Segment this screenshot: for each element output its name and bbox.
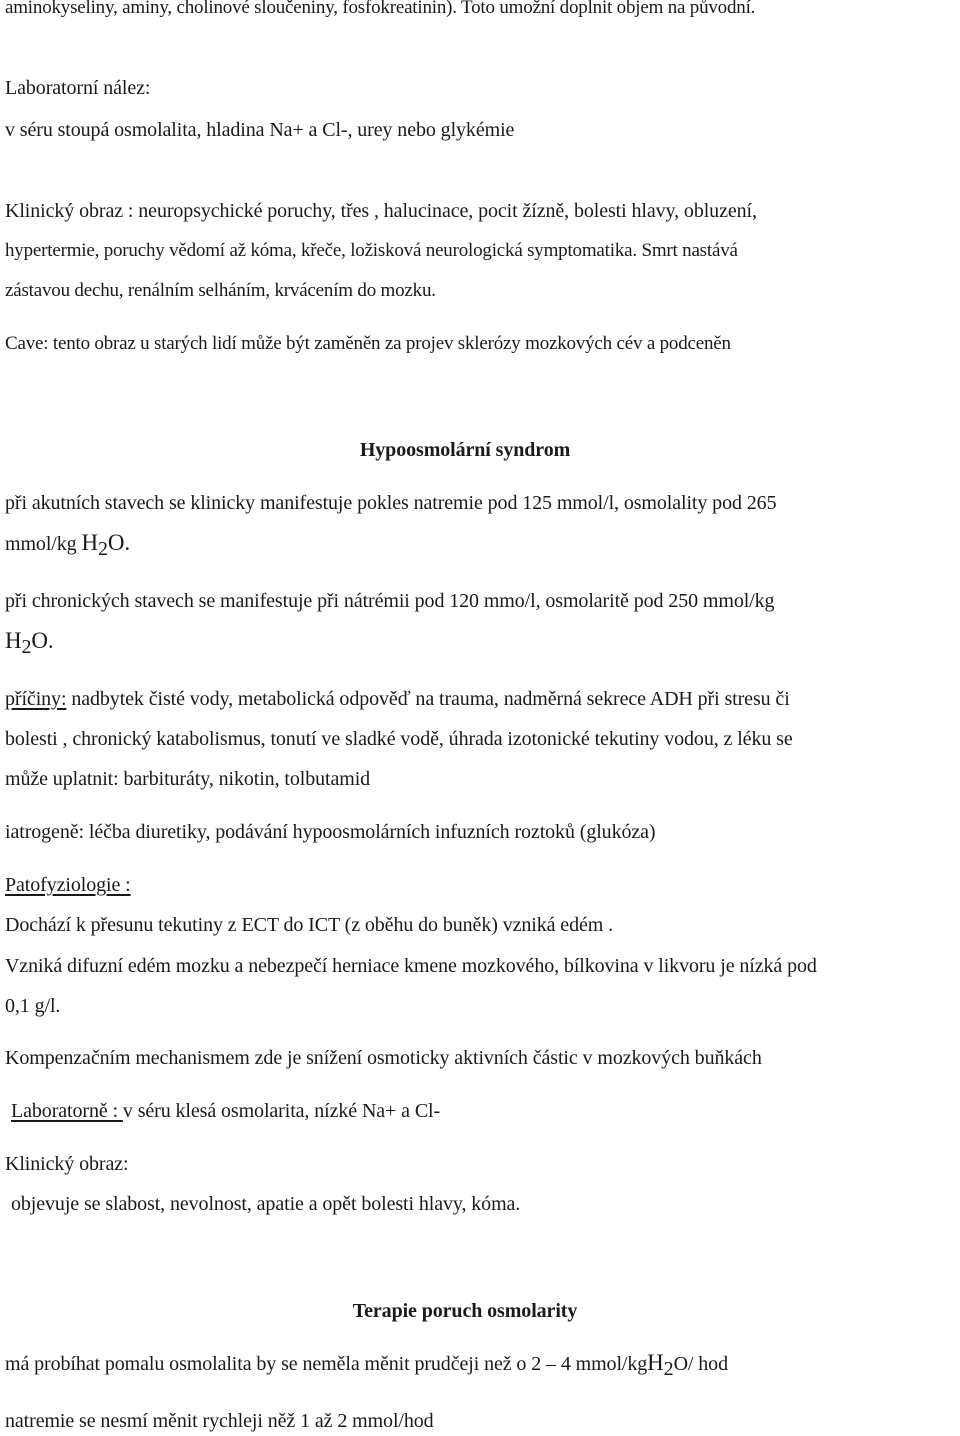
text-fragment: má probíhat pomalu osmolalita by se neměla měnit prudčeji než o 2 – 4 mmol/kg bbox=[5, 1353, 648, 1375]
lab-text: v séru klesá osmolarita, nízké Na+ a Cl- bbox=[122, 1100, 441, 1122]
h2o-formula bbox=[5, 628, 54, 658]
cave-label: Cave: bbox=[5, 333, 49, 354]
text-line: v séru stoupá osmolalita, hladina Na+ a Cl-, urey nebo glykémie bbox=[5, 119, 515, 141]
text-line: bolesti , chronický katabolismus, tonutí ve sladké vodě, úhrada izotonické tekutiny vodou, z léku se bbox=[5, 728, 793, 750]
section-label-clinical: Klinický obraz: bbox=[5, 1153, 129, 1175]
section-label-lab-findings: Laboratorní nález: bbox=[5, 77, 151, 99]
text-line: 0,1 g/l. bbox=[5, 995, 61, 1017]
text-line: může uplatnit: barbituráty, nikotin, tolbutamid bbox=[5, 768, 371, 790]
text-line: při chronických stavech se manifestuje při nátrémii pod 120 mmo/l, osmolaritě pod 250 mmol/kg bbox=[5, 590, 775, 612]
formula-subscript: 2 bbox=[21, 636, 32, 658]
section-heading-therapy: Terapie poruch osmolarity bbox=[352, 1300, 578, 1322]
causes-text: nadbytek čisté vody, metabolická odpověď na trauma, nadměrná sekrece ADH při stresu či bbox=[66, 688, 790, 710]
cave-text: tento obraz u starých lidí může být zaměněn za projev sklerózy mozkových cév a podceněn bbox=[48, 333, 731, 354]
text-line: iatrogeně: léčba diuretiky, podávání hypoosmolárních infuzních roztoků (glukóza) bbox=[5, 821, 656, 843]
lab-line bbox=[11, 1099, 440, 1123]
text-line: Kompenzačním mechanismem zde je snížení osmoticky aktivních částic v mozkových buňkách bbox=[5, 1047, 762, 1069]
text-line: při akutních stavech se klinicky manifestuje pokles natremie pod 125 mmol/l, osmolality pod 265 bbox=[5, 492, 777, 514]
text-line bbox=[5, 628, 54, 658]
text-line: Vzniká difuzní edém mozku a nebezpečí herniace kmene mozkového, bílkovina v likvoru je nízká pod bbox=[5, 955, 817, 977]
causes-label: příčiny: bbox=[5, 688, 67, 710]
text-line: objevuje se slabost, nevolnost, apatie a opět bolesti hlavy, kóma. bbox=[11, 1193, 521, 1215]
text-line: Dochází k přesunu tekutiny z ECT do ICT (z oběhu do buněk) vzniká edém . bbox=[5, 914, 614, 936]
formula-subscript: 2 bbox=[97, 538, 108, 560]
text-line: natremie se nesmí měnit rychleji něž 1 až 2 mmol/hod bbox=[5, 1410, 434, 1432]
formula-h: H bbox=[81, 530, 98, 555]
text-fragment: mmol/kg bbox=[5, 533, 82, 555]
formula-subscript: 2 bbox=[663, 1358, 674, 1380]
formula-o: O. bbox=[31, 628, 54, 653]
text-line: hypertermie, poruchy vědomí až kóma, křeče, ložisková neurologická symptomatika. Smrt nastává bbox=[5, 240, 738, 261]
causes-line bbox=[5, 687, 790, 711]
text-line: zástavou dechu, renálním selháním, krvácením do mozku. bbox=[5, 280, 436, 301]
text-line bbox=[5, 530, 131, 560]
formula-h: H bbox=[5, 628, 22, 653]
text-line: aminokyseliny, aminy, cholinové sloučeniny, fosfokreatinin). Toto umožní doplnit objem na původní. bbox=[5, 0, 756, 18]
section-label-pathophysiology: Patofyziologie : bbox=[5, 874, 131, 896]
lab-label: Laboratorně : bbox=[11, 1100, 123, 1122]
section-heading-hypoosmolar: Hypoosmolární syndrom bbox=[359, 439, 571, 461]
formula-h: H bbox=[647, 1350, 664, 1375]
text-line bbox=[5, 1350, 728, 1380]
text-fragment: O/ hod bbox=[673, 1353, 728, 1375]
formula-o: O. bbox=[107, 530, 131, 555]
cave-line bbox=[5, 332, 731, 356]
h2o-formula bbox=[647, 1350, 674, 1380]
text-line: Klinický obraz : neuropsychické poruchy, třes , halucinace, pocit žízně, bolesti hlavy, obluzení, bbox=[5, 200, 757, 222]
h2o-formula bbox=[81, 530, 131, 560]
